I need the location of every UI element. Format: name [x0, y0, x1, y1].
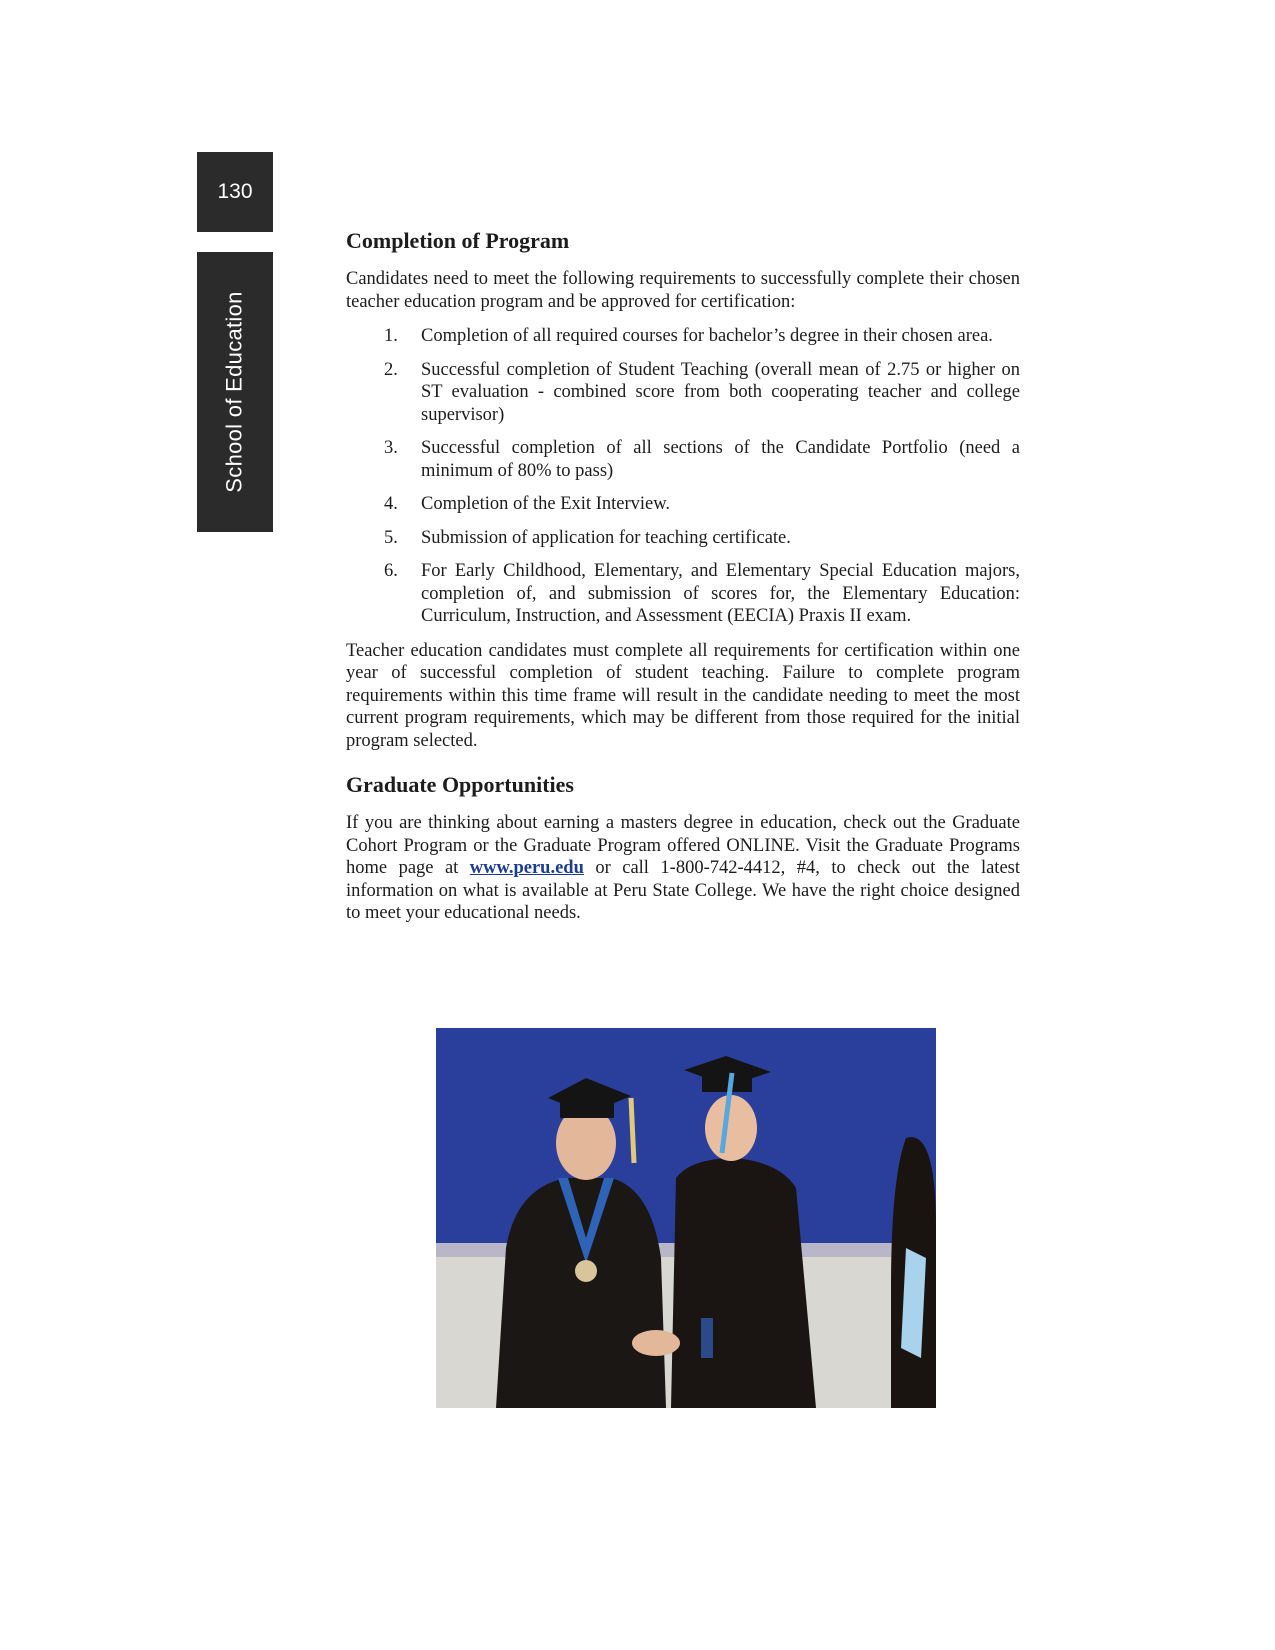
list-item — [346, 325, 1020, 348]
list-item-number: 3. — [384, 438, 398, 458]
section-label: School of Education — [222, 291, 248, 493]
list-item-number: 1. — [384, 326, 398, 346]
completion-closing: Teacher education candidates must complete all requirements for certification within one year of successful completion of student teaching. Failure to complete program requirements within this time frame will result in the candidate needing to meet the most current program requirements, which may be different from those required for the initial program selected. — [346, 640, 1020, 751]
list-item-number: 2. — [384, 359, 398, 380]
completion-heading: Completion of Program — [346, 228, 570, 253]
list-item-text: Submission of application for teaching certificate. — [421, 527, 791, 548]
graduation-photo-illustration — [436, 1028, 936, 1408]
list-item — [346, 493, 1020, 516]
graduation-photo — [436, 1028, 936, 1408]
list-item — [346, 527, 1020, 550]
graduate-text-end: or call 1-800-742-4412, #4, to check out the latest information on what is available at Peru State College. We have the right choice designed to meet your educational needs. — [346, 858, 1020, 923]
list-item — [346, 437, 1020, 482]
page-number: 130 — [217, 180, 253, 203]
list-item-number: 6. — [384, 561, 398, 581]
list-item-text: For Early Childhood, Elementary, and Elementary Special Education majors, completion of, and submission of scores for, the Elementary Education: Curriculum, Instruction, and Assessment (EECIA) Praxis II exam. — [421, 561, 1020, 626]
list-item-number: 4. — [384, 494, 398, 514]
completion-intro: Candidates need to meet the following requirements to successfully complete their chosen teacher education program and be approved for certification: — [346, 269, 1020, 312]
page-number-tab — [197, 152, 273, 232]
section-tab — [197, 252, 273, 532]
list-item-text: Completion of the Exit Interview. — [421, 494, 671, 514]
list-item-text: Completion of all required courses for bachelor’s degree in their chosen area. — [421, 326, 993, 346]
graduate-text-start: If you are thinking about earning a masters degree in education, check out the Graduate Cohort Program or the Graduate Program offered ONLINE. Visit the Graduate Programs home page at — [346, 813, 1020, 878]
list-item — [346, 359, 1020, 427]
list-item — [346, 560, 1020, 628]
list-item-number: 5. — [384, 527, 398, 548]
graduate-heading: Graduate Opportunities — [346, 772, 574, 797]
list-item-text: Successful completion of all sections of the Candidate Portfolio (need a minimum of 80% to pass) — [421, 438, 1020, 481]
requirements-list — [346, 325, 1020, 628]
main-content — [346, 226, 1020, 937]
list-item-text: Successful completion of Student Teaching (overall mean of 2.75 or higher on ST evaluation - combined score from both cooperating teacher and college supervisor) — [421, 359, 1020, 425]
graduate-text — [346, 812, 1020, 925]
website-link[interactable]: www.peru.edu — [469, 858, 584, 878]
